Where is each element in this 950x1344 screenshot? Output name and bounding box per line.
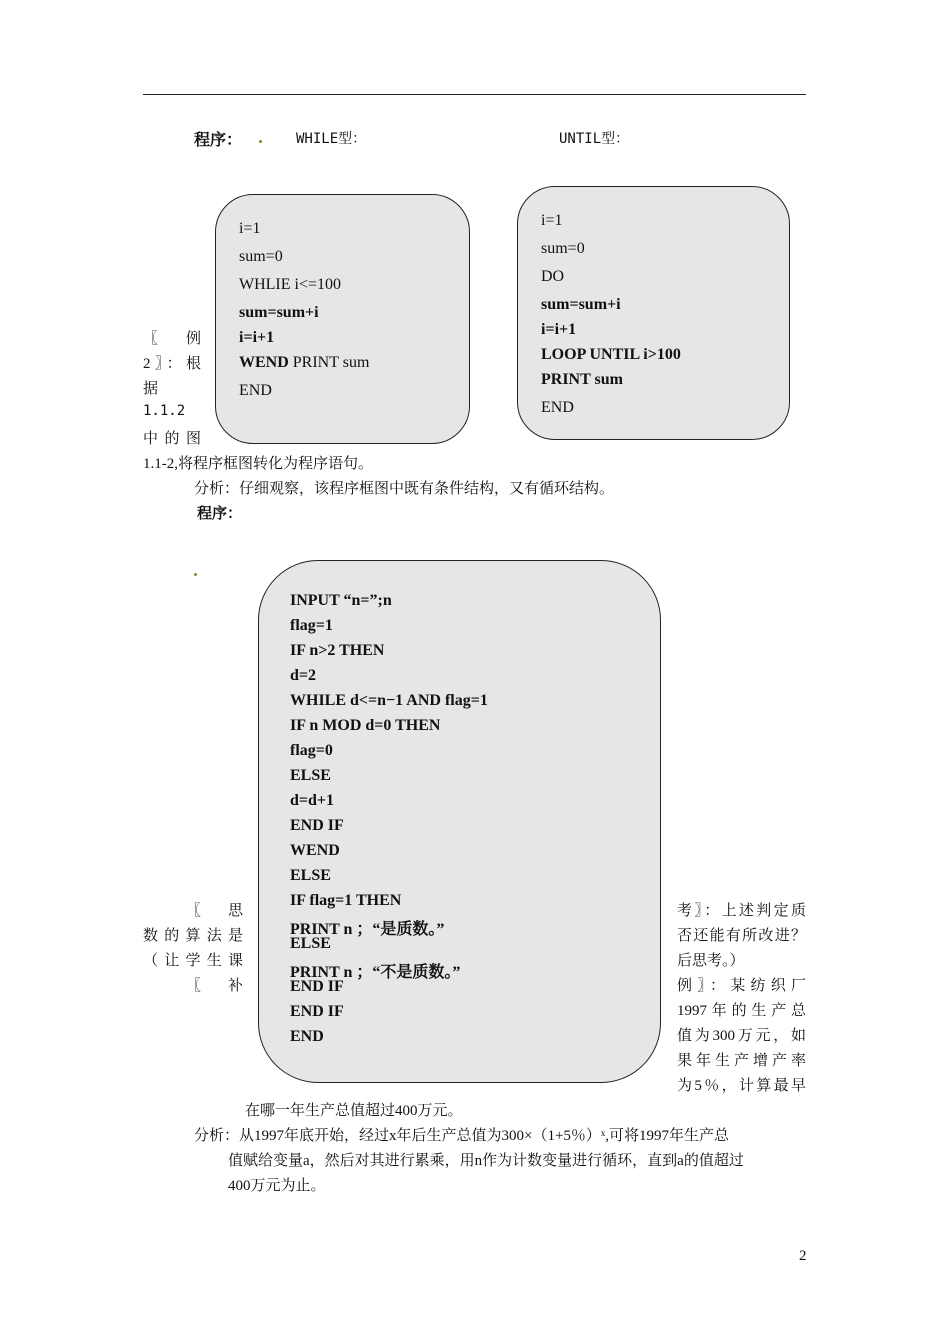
example2-line: 中 的 图 (143, 431, 201, 447)
program-label: 程序： (194, 132, 243, 149)
code-line: sum=sum+i (541, 296, 621, 313)
while-program-box (215, 194, 470, 444)
code-line: IF n MOD d=0 THEN (290, 717, 441, 734)
side-text-left: （让学生课 (143, 953, 243, 969)
code-line: END IF (290, 817, 344, 834)
code-line: END (541, 399, 574, 416)
side-text-right: 后思考。） (677, 953, 745, 969)
code-line: WEND (290, 842, 340, 859)
marker-dot (194, 573, 197, 576)
code-line: PRINT n ；“不是质数。” (290, 964, 461, 981)
marker-dot (259, 140, 262, 143)
prime-program-box (258, 560, 661, 1083)
code-line: LOOP UNTIL i>100 (541, 346, 681, 363)
code-line: ELSE (290, 935, 331, 952)
until-type-label: UNTIL型： (559, 131, 630, 147)
code-line: END (239, 382, 272, 399)
code-line: ELSE (290, 767, 331, 784)
code-line: PRINT n ；“是质数。” (290, 921, 445, 938)
code-line: i=1 (239, 220, 261, 237)
example2-statement: 1.1-2,将程序框图转化为程序语句。 (143, 456, 373, 472)
code-line: sum=0 (541, 240, 585, 257)
code-line: INPUT “n=”;n (290, 592, 392, 609)
question-text: 在哪一年生产总值超过400万元。 (245, 1103, 463, 1119)
analysis-text: 分析：从1997年底开始，经过x年后生产总值为300×（1+5％）ˣ,可将1997年生产总 (194, 1128, 730, 1144)
program-label: 程序： (197, 506, 243, 522)
code-keyword: WEND (239, 354, 289, 371)
side-text-right: 例〗：某纺织厂 (677, 978, 806, 994)
code-line: flag=1 (290, 617, 333, 634)
side-text-right: 1997年的生产总 (677, 1003, 806, 1019)
side-text-left: 〖 补 (186, 978, 243, 994)
example2-line: 2〗：根 (143, 356, 201, 372)
header-rule (143, 94, 806, 95)
side-text-right: 值为300万元，如 (677, 1028, 806, 1044)
code-line: DO (541, 268, 565, 285)
code-line: WHLIE i<=100 (239, 276, 342, 293)
code-line: d=2 (290, 667, 317, 684)
analysis-text: 400万元为止。 (228, 1178, 326, 1194)
code-line: i=i+1 (239, 329, 275, 346)
side-text-right: 果年生产增产率 (677, 1053, 806, 1069)
code-line: IF n>2 THEN (290, 642, 385, 659)
code-line: i=i+1 (541, 321, 577, 338)
code-line (239, 354, 369, 372)
code-line: END (290, 1028, 324, 1045)
until-program-box (517, 186, 790, 440)
code-line: d=d+1 (290, 792, 335, 809)
code-line: PRINT sum (541, 371, 623, 388)
code-line: END IF (290, 978, 344, 995)
example2-line: 〖 例 (143, 331, 201, 347)
code-line: flag=0 (290, 742, 333, 759)
analysis-text: 分析：仔细观察，该程序框图中既有条件结构，又有循环结构。 (194, 481, 615, 497)
code-line: sum=0 (239, 248, 283, 265)
while-type-label: WHILE型： (296, 131, 367, 147)
code-line: IF flag=1 THEN (290, 892, 402, 909)
side-text-right: 为5％，计算最早 (677, 1078, 806, 1094)
page-number: 2 (799, 1248, 807, 1264)
code-line: ELSE (290, 867, 331, 884)
side-text-right: 否还能有所改进？ (677, 928, 806, 944)
side-text-right: 考〗：上述判定质 (677, 903, 806, 919)
code-line: i=1 (541, 212, 563, 229)
code-line: WHILE d<=n−1 AND flag=1 (290, 692, 488, 709)
code-line: sum=sum+i (239, 304, 319, 321)
code-line: END IF (290, 1003, 344, 1020)
code-text: PRINT sum (288, 354, 370, 371)
example2-line: 据 (143, 381, 159, 397)
side-text-left: 〖 思 (186, 903, 243, 919)
analysis-text: 值赋给变量a，然后对其进行累乘，用n作为计数变量进行循环，直到a的值超过 (228, 1153, 744, 1169)
example2-line: 1.1.2 (143, 403, 186, 419)
side-text-left: 数的算法是 (143, 928, 243, 944)
